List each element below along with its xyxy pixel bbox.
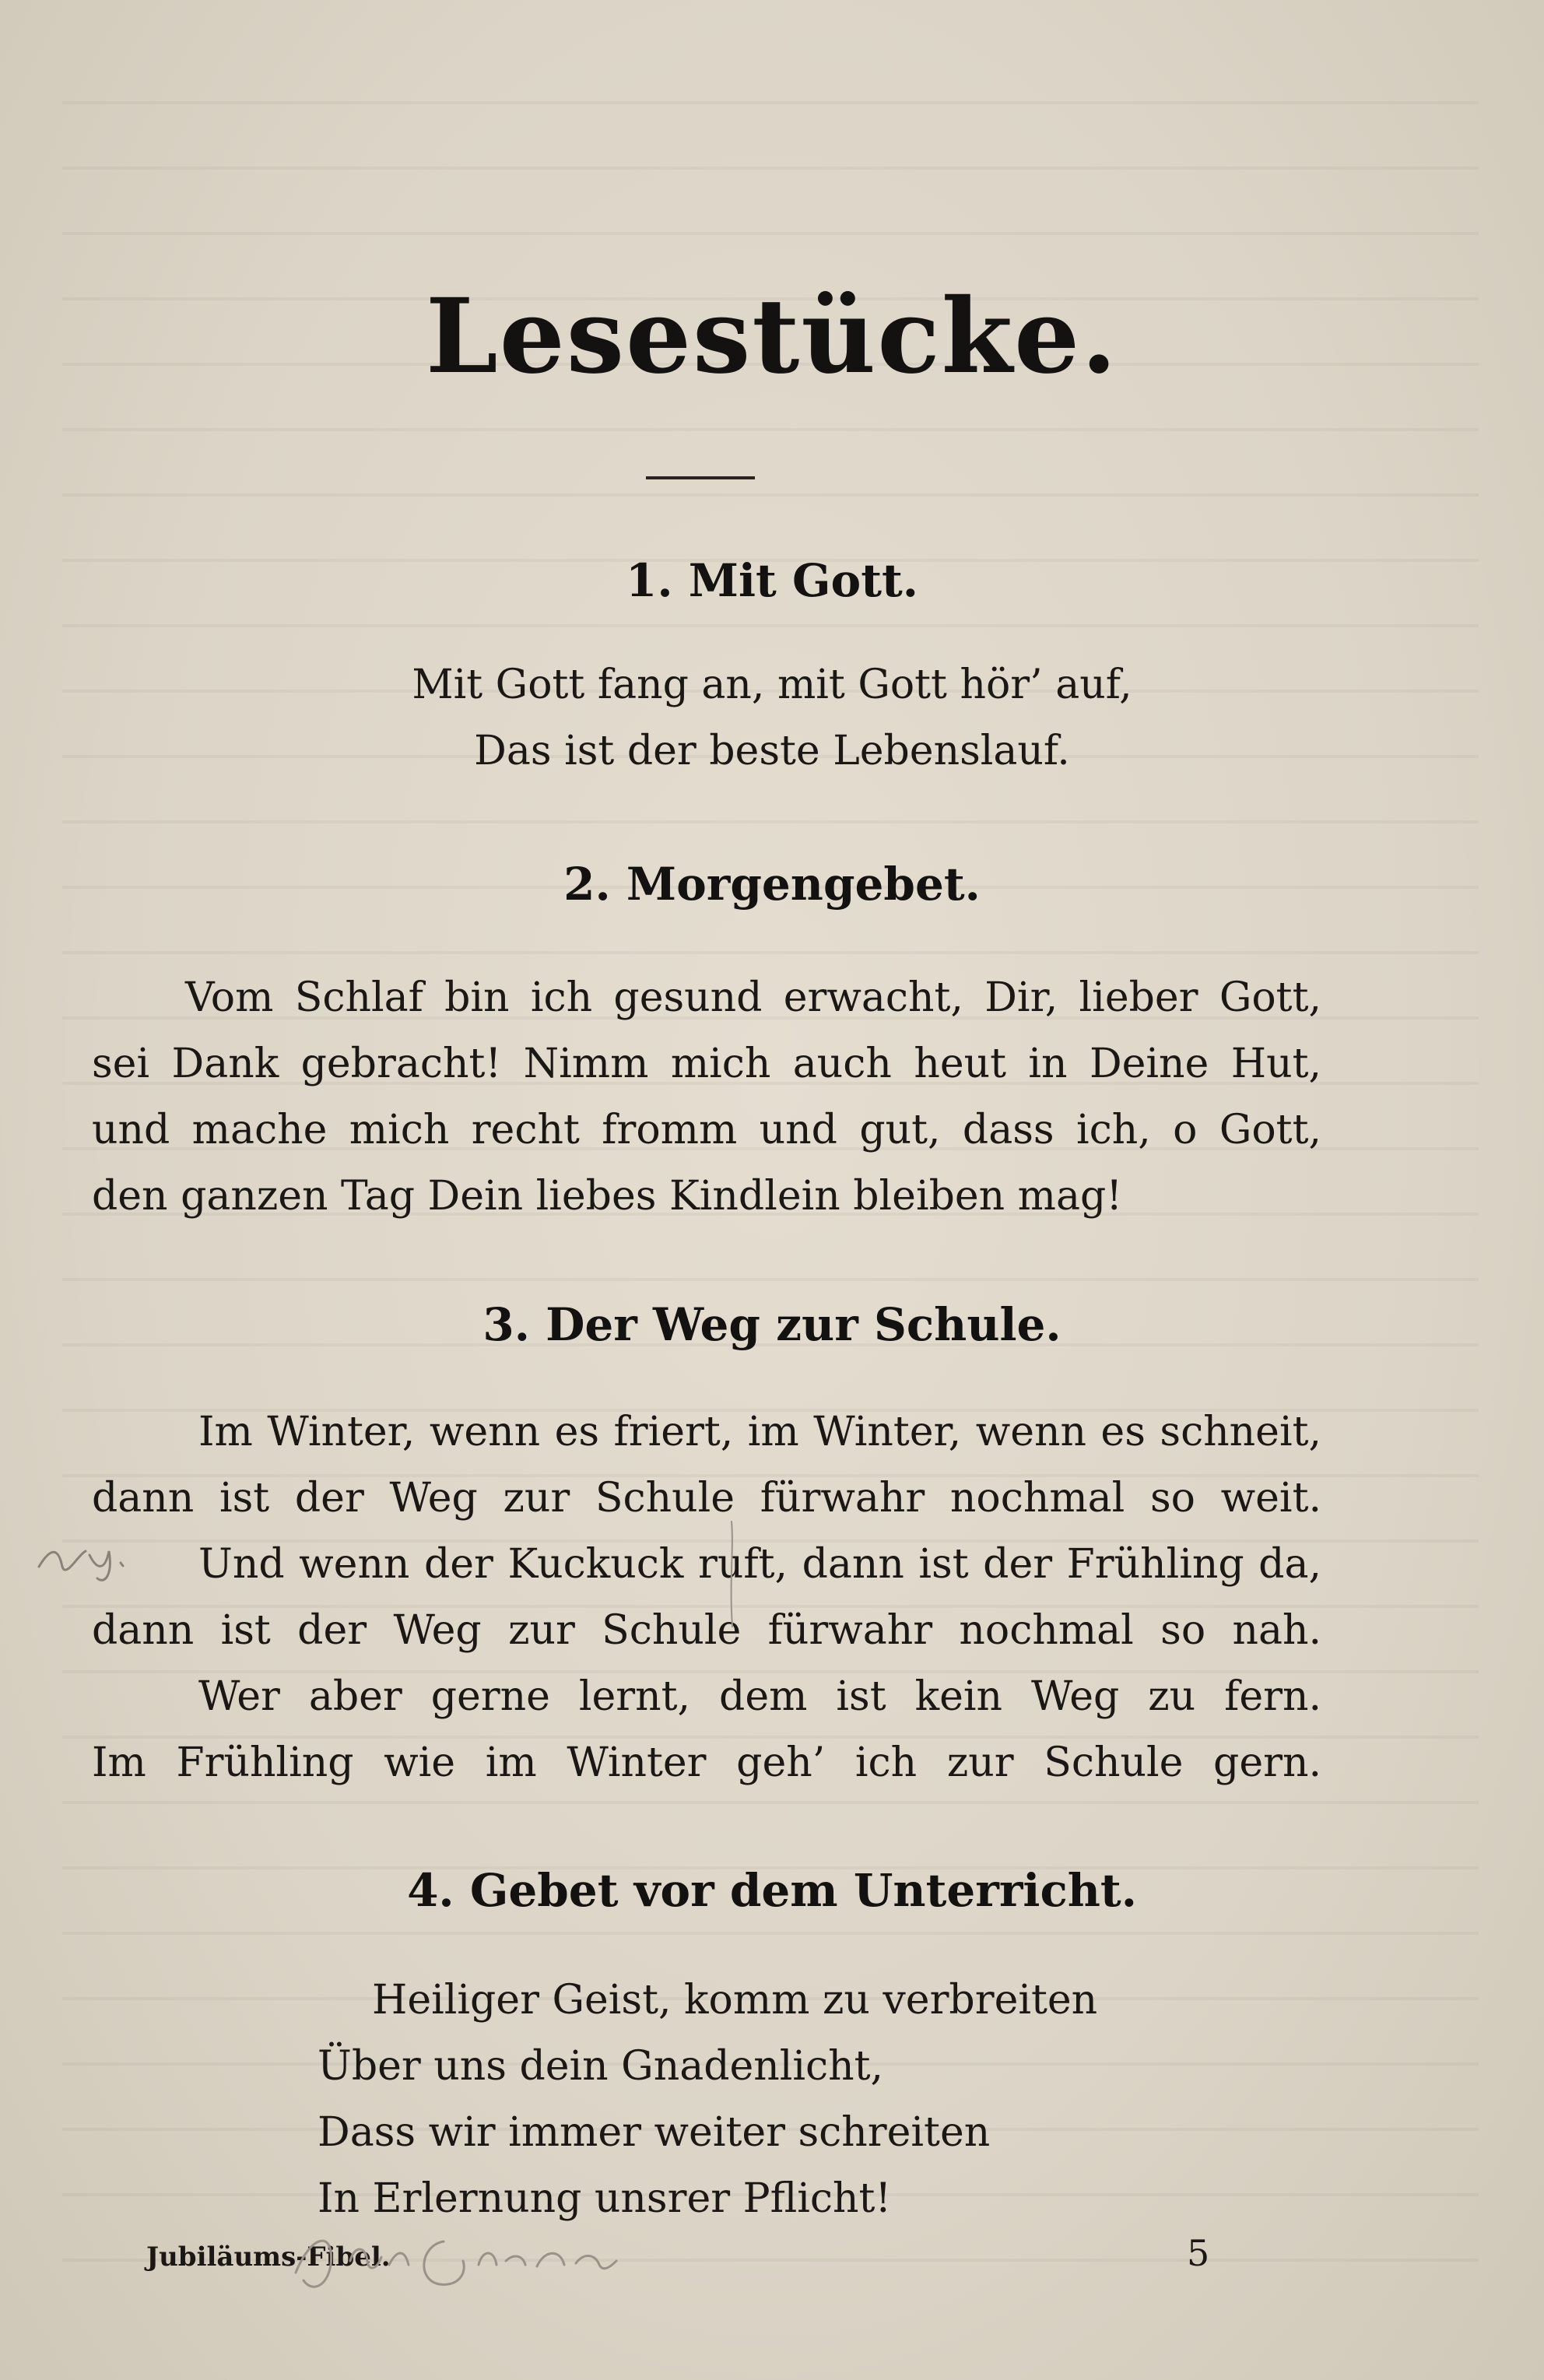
footer-book-title: Jubiläums-Fibel.	[146, 2241, 391, 2273]
pencil-stroke-mark	[720, 1518, 743, 1634]
poem-line: Dass wir immer weiter schreiten	[318, 2109, 991, 2156]
section-heading-2: 2. Morgengebet.	[563, 858, 981, 911]
prose-line: sei Dank gebracht! Nimm mich auch heut in Deine Hut,	[92, 1041, 1321, 1087]
pencil-margin-mark	[31, 1532, 163, 1586]
prose-line: Im Winter, wenn es friert, im Winter, wenn es schneit,	[198, 1409, 1321, 1455]
prose-line: dann ist der Weg zur Schule fürwahr nochmal so weit.	[92, 1475, 1321, 1522]
page-title: Lesestücke.	[425, 276, 1119, 397]
section-heading-1: 1. Mit Gott.	[626, 554, 918, 607]
page-number: 5	[1187, 2232, 1210, 2274]
title-rule	[646, 476, 755, 479]
prose-line: Wer aber gerne lernt, dem ist kein Weg zu fern.	[198, 1673, 1321, 1720]
pencil-signature	[280, 2218, 669, 2304]
section-heading-4: 4. Gebet vor dem Unterricht.	[407, 1864, 1137, 1917]
poem-line: Über uns dein Gnadenlicht,	[318, 2043, 884, 2090]
poem-line: Heiliger Geist, komm zu verbreiten	[372, 1977, 1098, 2024]
poem-line: Das ist der beste Lebenslauf.	[474, 728, 1070, 774]
prose-line: und mache mich recht fromm und gut, dass ich, o Gott,	[92, 1107, 1321, 1153]
prose-line: Vom Schlaf bin ich gesund erwacht, Dir, lieber Gott,	[185, 974, 1321, 1021]
poem-line: In Erlernung unsrer Pflicht!	[318, 2175, 892, 2222]
prose-line: dann ist der Weg zur Schule fürwahr nochmal so nah.	[92, 1607, 1321, 1654]
prose-line: Und wenn der Kuckuck ruft, dann ist der Frühling da,	[198, 1541, 1321, 1588]
poem-line: Mit Gott fang an, mit Gott hör’ auf,	[412, 662, 1132, 708]
section-heading-3: 3. Der Weg zur Schule.	[482, 1298, 1062, 1351]
prose-line: Im Frühling wie im Winter geh’ ich zur Schule gern.	[92, 1739, 1321, 1786]
prose-line: den ganzen Tag Dein liebes Kindlein bleiben mag!	[92, 1173, 1123, 1220]
